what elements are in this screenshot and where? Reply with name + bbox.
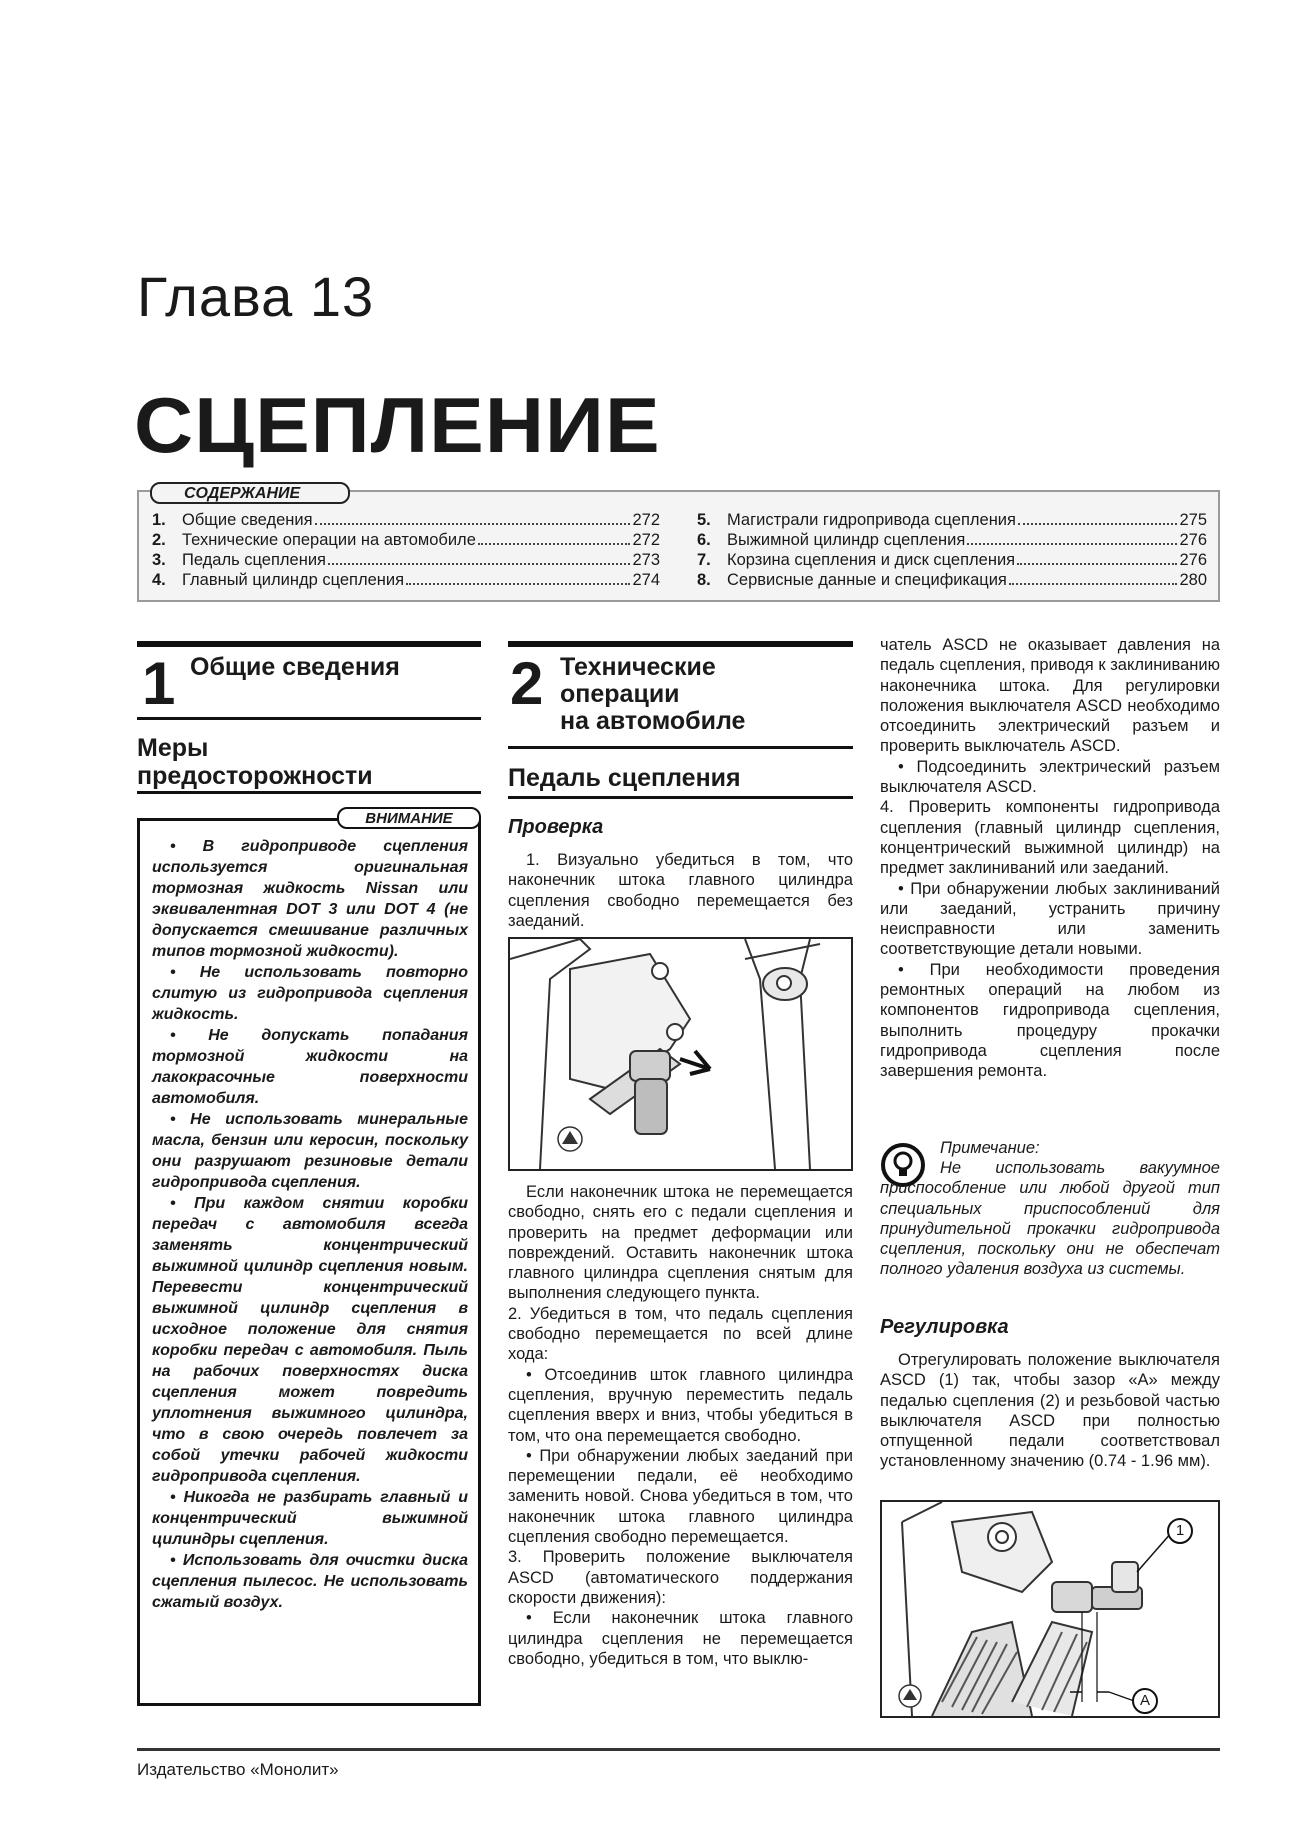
subsection-title: Меры предосторожности xyxy=(137,734,373,790)
toc-item[interactable]: 7. Корзина сцепления и диск сцепления 276 xyxy=(697,551,1207,569)
publisher-footer: Издательство «Монолит» xyxy=(137,1760,339,1779)
toc-item[interactable]: 3. Педаль сцепления 273 xyxy=(152,551,660,569)
heading-adjust: Регулировка xyxy=(880,1316,1009,1338)
chapter-label: Глава 13 xyxy=(137,265,375,328)
pedal-rod-illustration xyxy=(510,939,851,1169)
section-title: Технические операции на автомобиле xyxy=(560,653,746,735)
note-text: Не использовать вакуумное приспособление или любой другой тип специальных приспособлений для принудительной прокачки гидропривода сцепления, поскольку они не обеспечат полного удаления воздуха из системы. xyxy=(880,1159,1220,1279)
subsection-title: Педаль сцепления xyxy=(508,764,741,792)
toc-item[interactable]: 5. Магистрали гидропривода сцепления 275 xyxy=(697,511,1207,529)
toc-item[interactable]: 4. Главный цилиндр сцепления 274 xyxy=(152,571,660,589)
paragraph-block: Если наконечник штока не перемещается свободно, снять его с педали сцепления и проверить на предмет деформации или повреждений. Оставить наконечник штока главного цилиндра сцепления снятым для выполнения следующего пункта. 2. Убедиться в том, что педаль сцепления свободно перемещается по всей длине хода: • Отсоединив шток главного цилиндра сцепления, вручную переместить педаль сцепления вверх и вниз, чтобы убедиться в том, что она перемещается свободно. • При обнаружении любых заеданий при перемещении педали, её необходимо заменить новой. Снова убедиться в том, что наконечник штока главного цилиндра сцепления свободно перемещается. 3. Проверить положение выключателя ASCD (автоматического поддержания скорости движения): • Если наконечник штока главного цилиндра сцепления не перемещается свободно, убедиться в том, что выклю- xyxy=(508,1183,853,1668)
section-rule xyxy=(137,791,481,794)
section-rule xyxy=(508,746,853,749)
callout-1: 1 xyxy=(1167,1518,1193,1544)
toc-item[interactable]: 6. Выжимной цилиндр сцепления 276 xyxy=(697,531,1207,549)
section-title: Общие сведения xyxy=(190,653,400,681)
toc-item[interactable]: 1. Общие сведения 272 xyxy=(152,511,660,529)
toc-left-column xyxy=(152,510,660,590)
figure-pedal-rod xyxy=(508,937,853,1171)
figure-ascd-switch xyxy=(880,1500,1220,1718)
section-rule xyxy=(137,641,481,647)
toc-item[interactable]: 2. Технические операции на автомобиле 272 xyxy=(152,531,660,549)
toc-heading: СОДЕРЖАНИЕ xyxy=(150,482,350,504)
paragraph: 1. Визуально убедиться в том, что наконечник штока главного цилиндра сцепления свободно перемещается без заеданий. xyxy=(508,851,853,930)
chapter-title: СЦЕПЛЕНИЕ xyxy=(134,381,661,469)
toc-item[interactable]: 8. Сервисные данные и спецификация 280 xyxy=(697,571,1207,589)
paragraph-block: чатель ASCD не оказывает давления на педаль сцепления, приводя к заклиниванию наконечника штока. Для регулировки положения выключателя ASCD необходимо отсоединить электрический разъем и проверить выключатель ASCD. • Подсоединить электрический разъем выключателя ASCD. 4. Проверить компоненты гидропривода сцепления (главный цилиндр сцепления, концентрический выжимной цилиндр) на предмет заклиниваний или заеданий. • При обнаружении любых заклиниваний или заеданий, устранить причину неисправности или заменить соответствующие детали новыми. • При необходимости проведения ремонтных операций на любом из компонентов гидропривода сцепления, выполнить процедуру прокачки гидропривода сцепления после завершения ремонта. xyxy=(880,636,1220,1081)
heading-check: Проверка xyxy=(508,816,604,838)
note-label-line: Примечание: xyxy=(940,1139,1040,1157)
section-number: 2 xyxy=(510,650,544,717)
warning-label: ВНИМАНИЕ xyxy=(337,807,481,829)
warning-text: • В гидроприводе сцепления используется оригинальная тормозная жидкость Nissan или эквивалентная DOT 3 или DOT 4 (не допускается смешивание различных типов тормозной жидкости). • Не использовать повторно слитую из гидропривода сцепления жидкость. • Не допускать попадания тормозной жидкости на лакокрасочные поверхности автомобиля. • Не использовать минеральные масла, бензин или керосин, поскольку они разрушают резиновые детали гидропривода сцепления. • При каждом снятии коробки передач с автомобиля всегда заменять концентрический выжимной цилиндр сцепления новым. Перевести концентрический выжимной цилиндр сцепления в исходное положение для снятия коробки передач с автомобиля. Пыль на рабочих поверхностях диска сцепления может повредить уплотнения выжимного цилиндра, что в свою очередь повлечет за собой утечки рабочей жидкости гидропривода сцепления. • Никогда не разбирать главный и концентрический выжимной цилиндры сцепления. • Использовать для очистки диска сцепления пылесос. Не использовать сжатый воздух. xyxy=(152,838,468,1611)
section-rule xyxy=(137,717,481,720)
section-rule xyxy=(508,641,853,647)
callout-a: A xyxy=(1132,1688,1158,1714)
footer-rule xyxy=(137,1748,1220,1751)
paragraph: Отрегулировать положение выключателя ASCD (1) так, чтобы зазор «А» между педалью сцепления (2) и резьбовой частью выключателя ASCD при полностью отпущенной педали соответствовал установленному значению (0.74 - 1.96 мм). xyxy=(880,1351,1220,1471)
toc-right-column xyxy=(697,510,1207,590)
section-rule xyxy=(508,796,853,799)
section-number: 1 xyxy=(142,650,176,717)
